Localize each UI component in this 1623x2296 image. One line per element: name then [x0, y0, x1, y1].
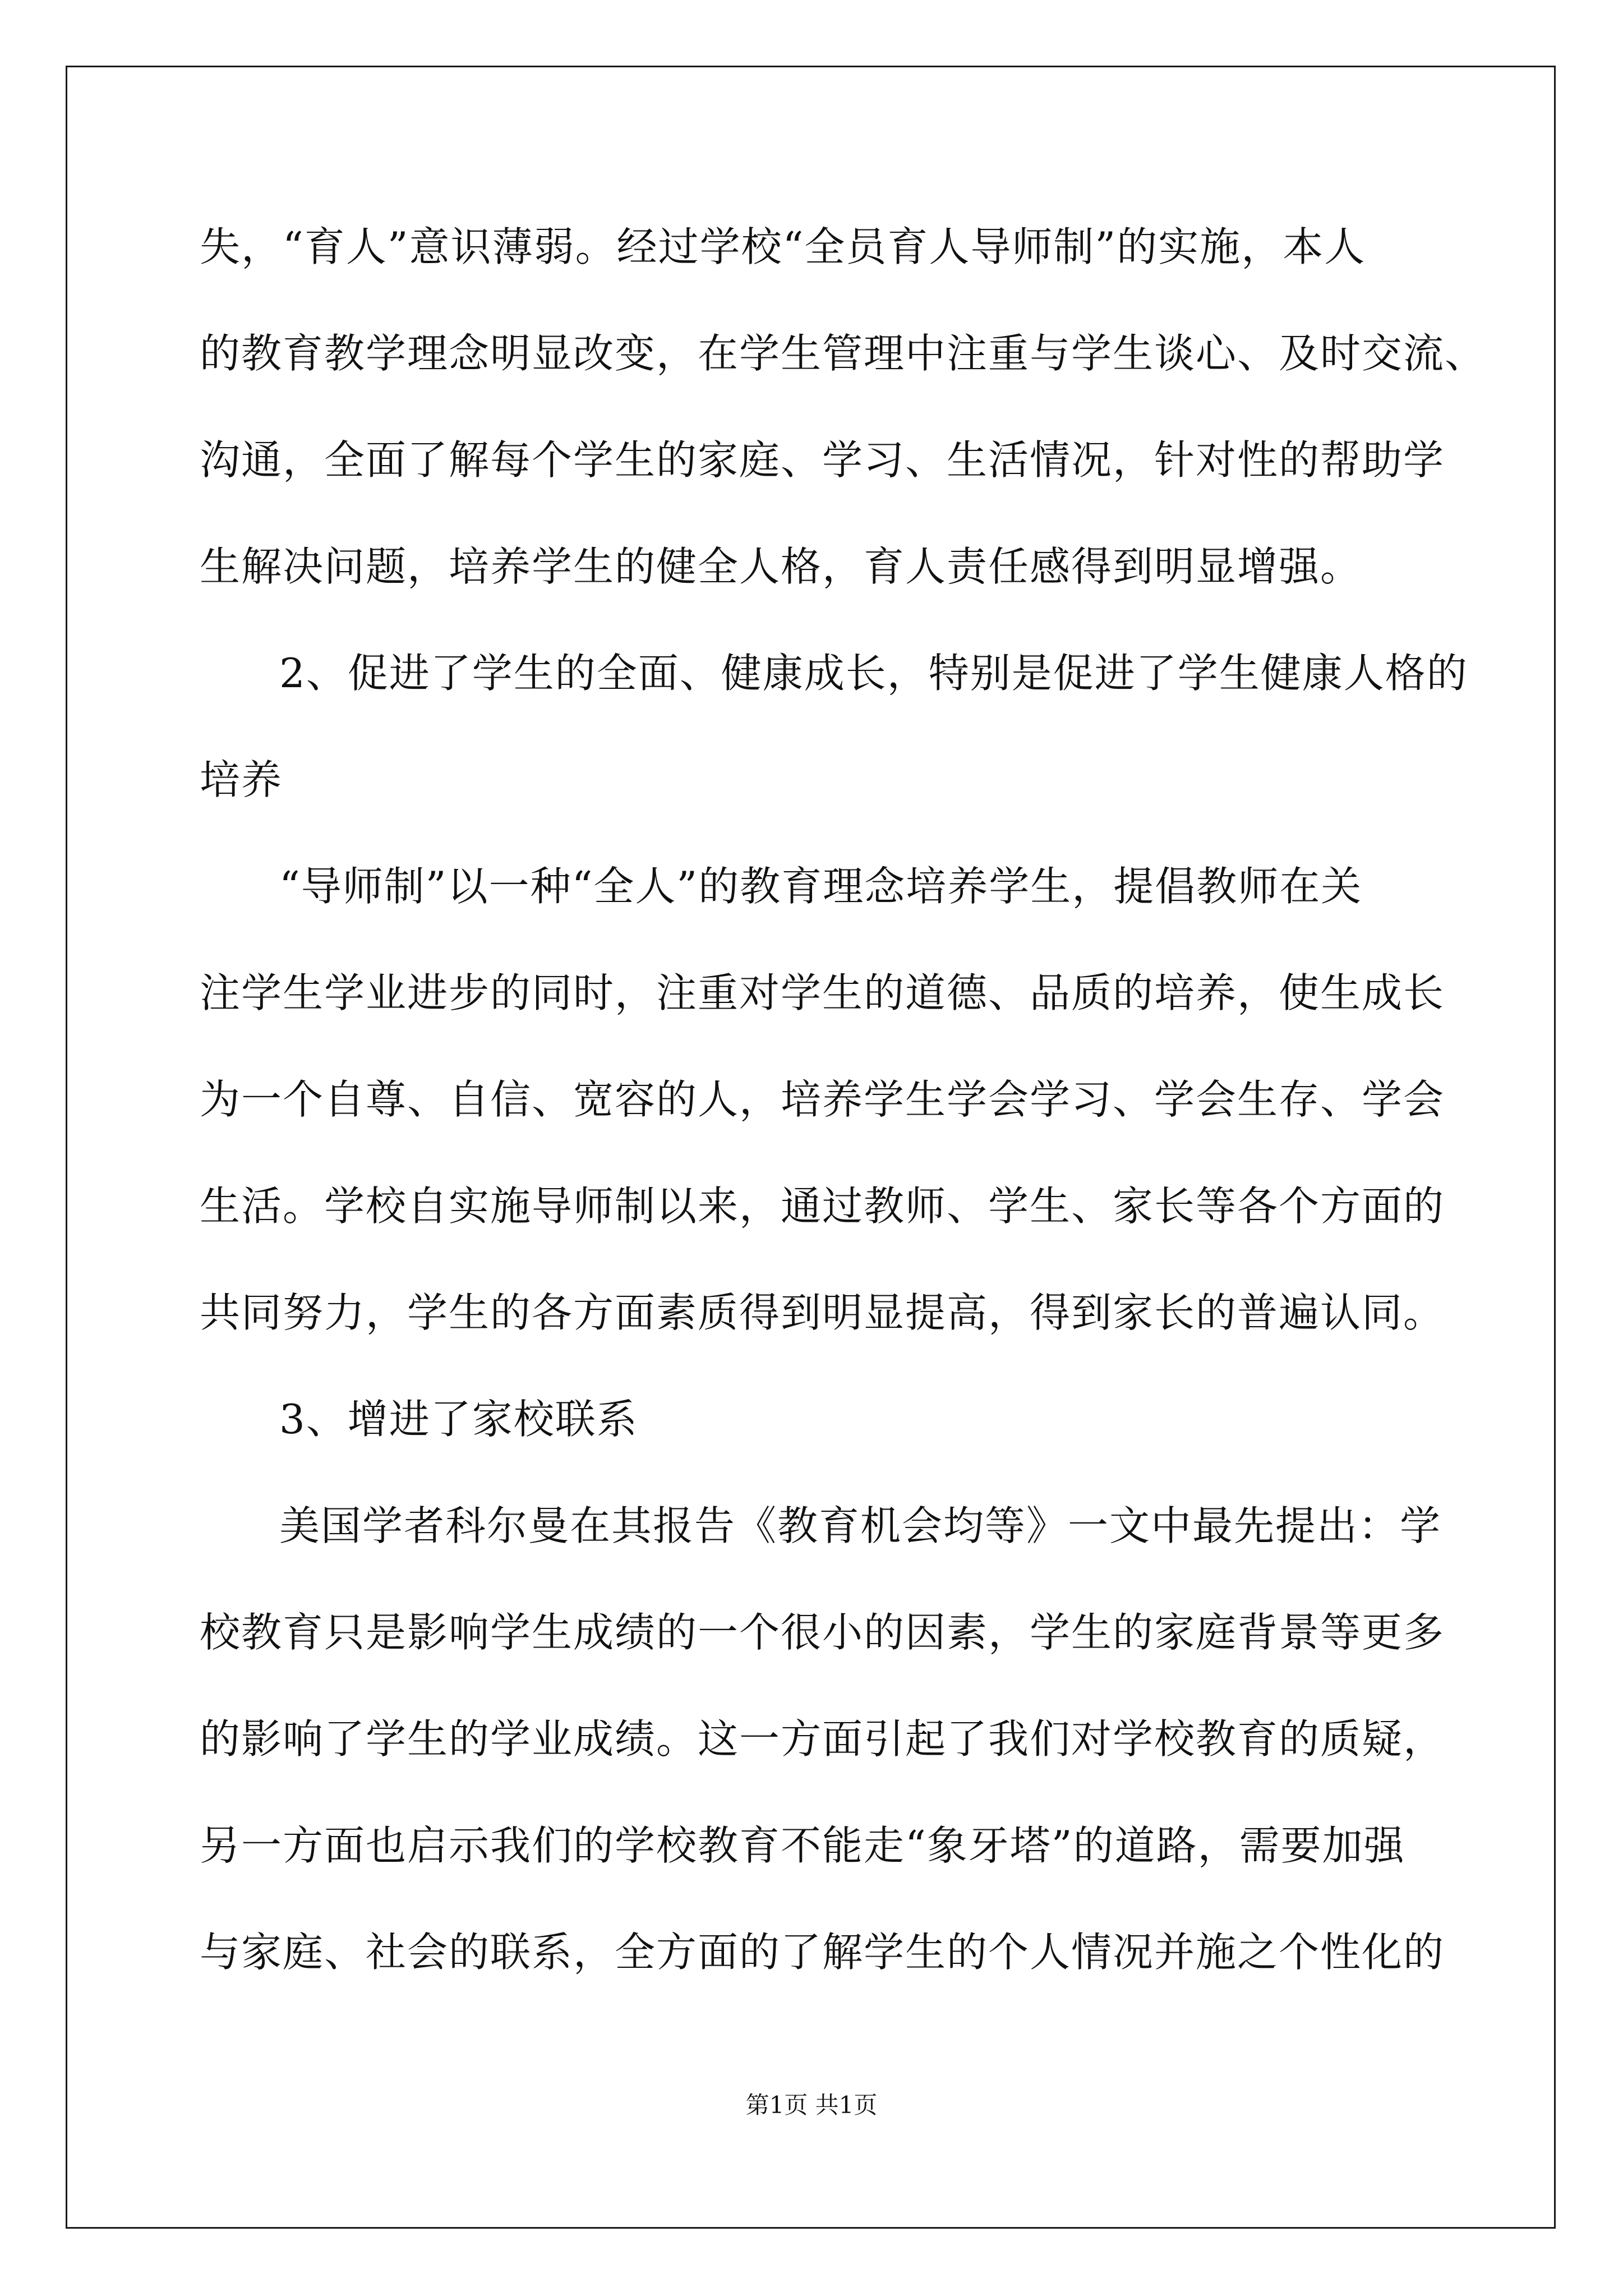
text-line: 的影响了学生的学业成绩。这一方面引起了我们对学校教育的质疑， [200, 1715, 1445, 1763]
section-heading: 2、促进了学生的全面、健康成长，特别是促进了学生健康人格的 [279, 650, 1468, 697]
section-heading: 3、增进了家校联系 [279, 1396, 638, 1443]
document-body [200, 210, 1487, 2022]
text-line: 美国学者科尔曼在其报告《教育机会均等》一文中最先提出：学 [279, 1502, 1442, 1549]
text-line: 共同努力，学生的各方面素质得到明显提高，得到家长的普遍认同。 [200, 1289, 1445, 1336]
text-line: 生解决问题，培养学生的健全人格，育人责任感得到明显增强。 [200, 543, 1362, 590]
text-line: 与家庭、社会的联系，全方面的了解学生的个人情况并施之个性化的 [200, 1929, 1445, 1976]
section-heading-continued: 培养 [200, 756, 283, 803]
page-number: 第1页 共1页 [745, 2091, 878, 2119]
text-line: 沟通，全面了解每个学生的家庭、学习、生活情况，针对性的帮助学 [200, 436, 1445, 484]
text-line: 另一方面也启示我们的学校教育不能走“象牙塔”的道路，需要加强 [200, 1822, 1405, 1869]
text-line: 校教育只是影响学生成绩的一个很小的因素，学生的家庭背景等更多 [200, 1609, 1445, 1656]
text-line: 生活。学校自实施导师制以来，通过教师、学生、家长等各个方面的 [200, 1182, 1445, 1230]
text-line: 注学生学业进步的同时，注重对学生的道德、品质的培养，使生成长 [200, 969, 1445, 1016]
text-line: “导师制”以一种“全人”的教育理念培养学生，提倡教师在关 [279, 863, 1363, 910]
text-line: 的教育教学理念明显改变，在学生管理中注重与学生谈心、及时交流、 [200, 330, 1487, 377]
text-line: 失，“育人”意识薄弱。经过学校“全员育人导师制”的实施，本人 [200, 223, 1366, 270]
text-line: 为一个自尊、自信、宽容的人，培养学生学会学习、学会生存、学会 [200, 1076, 1445, 1123]
